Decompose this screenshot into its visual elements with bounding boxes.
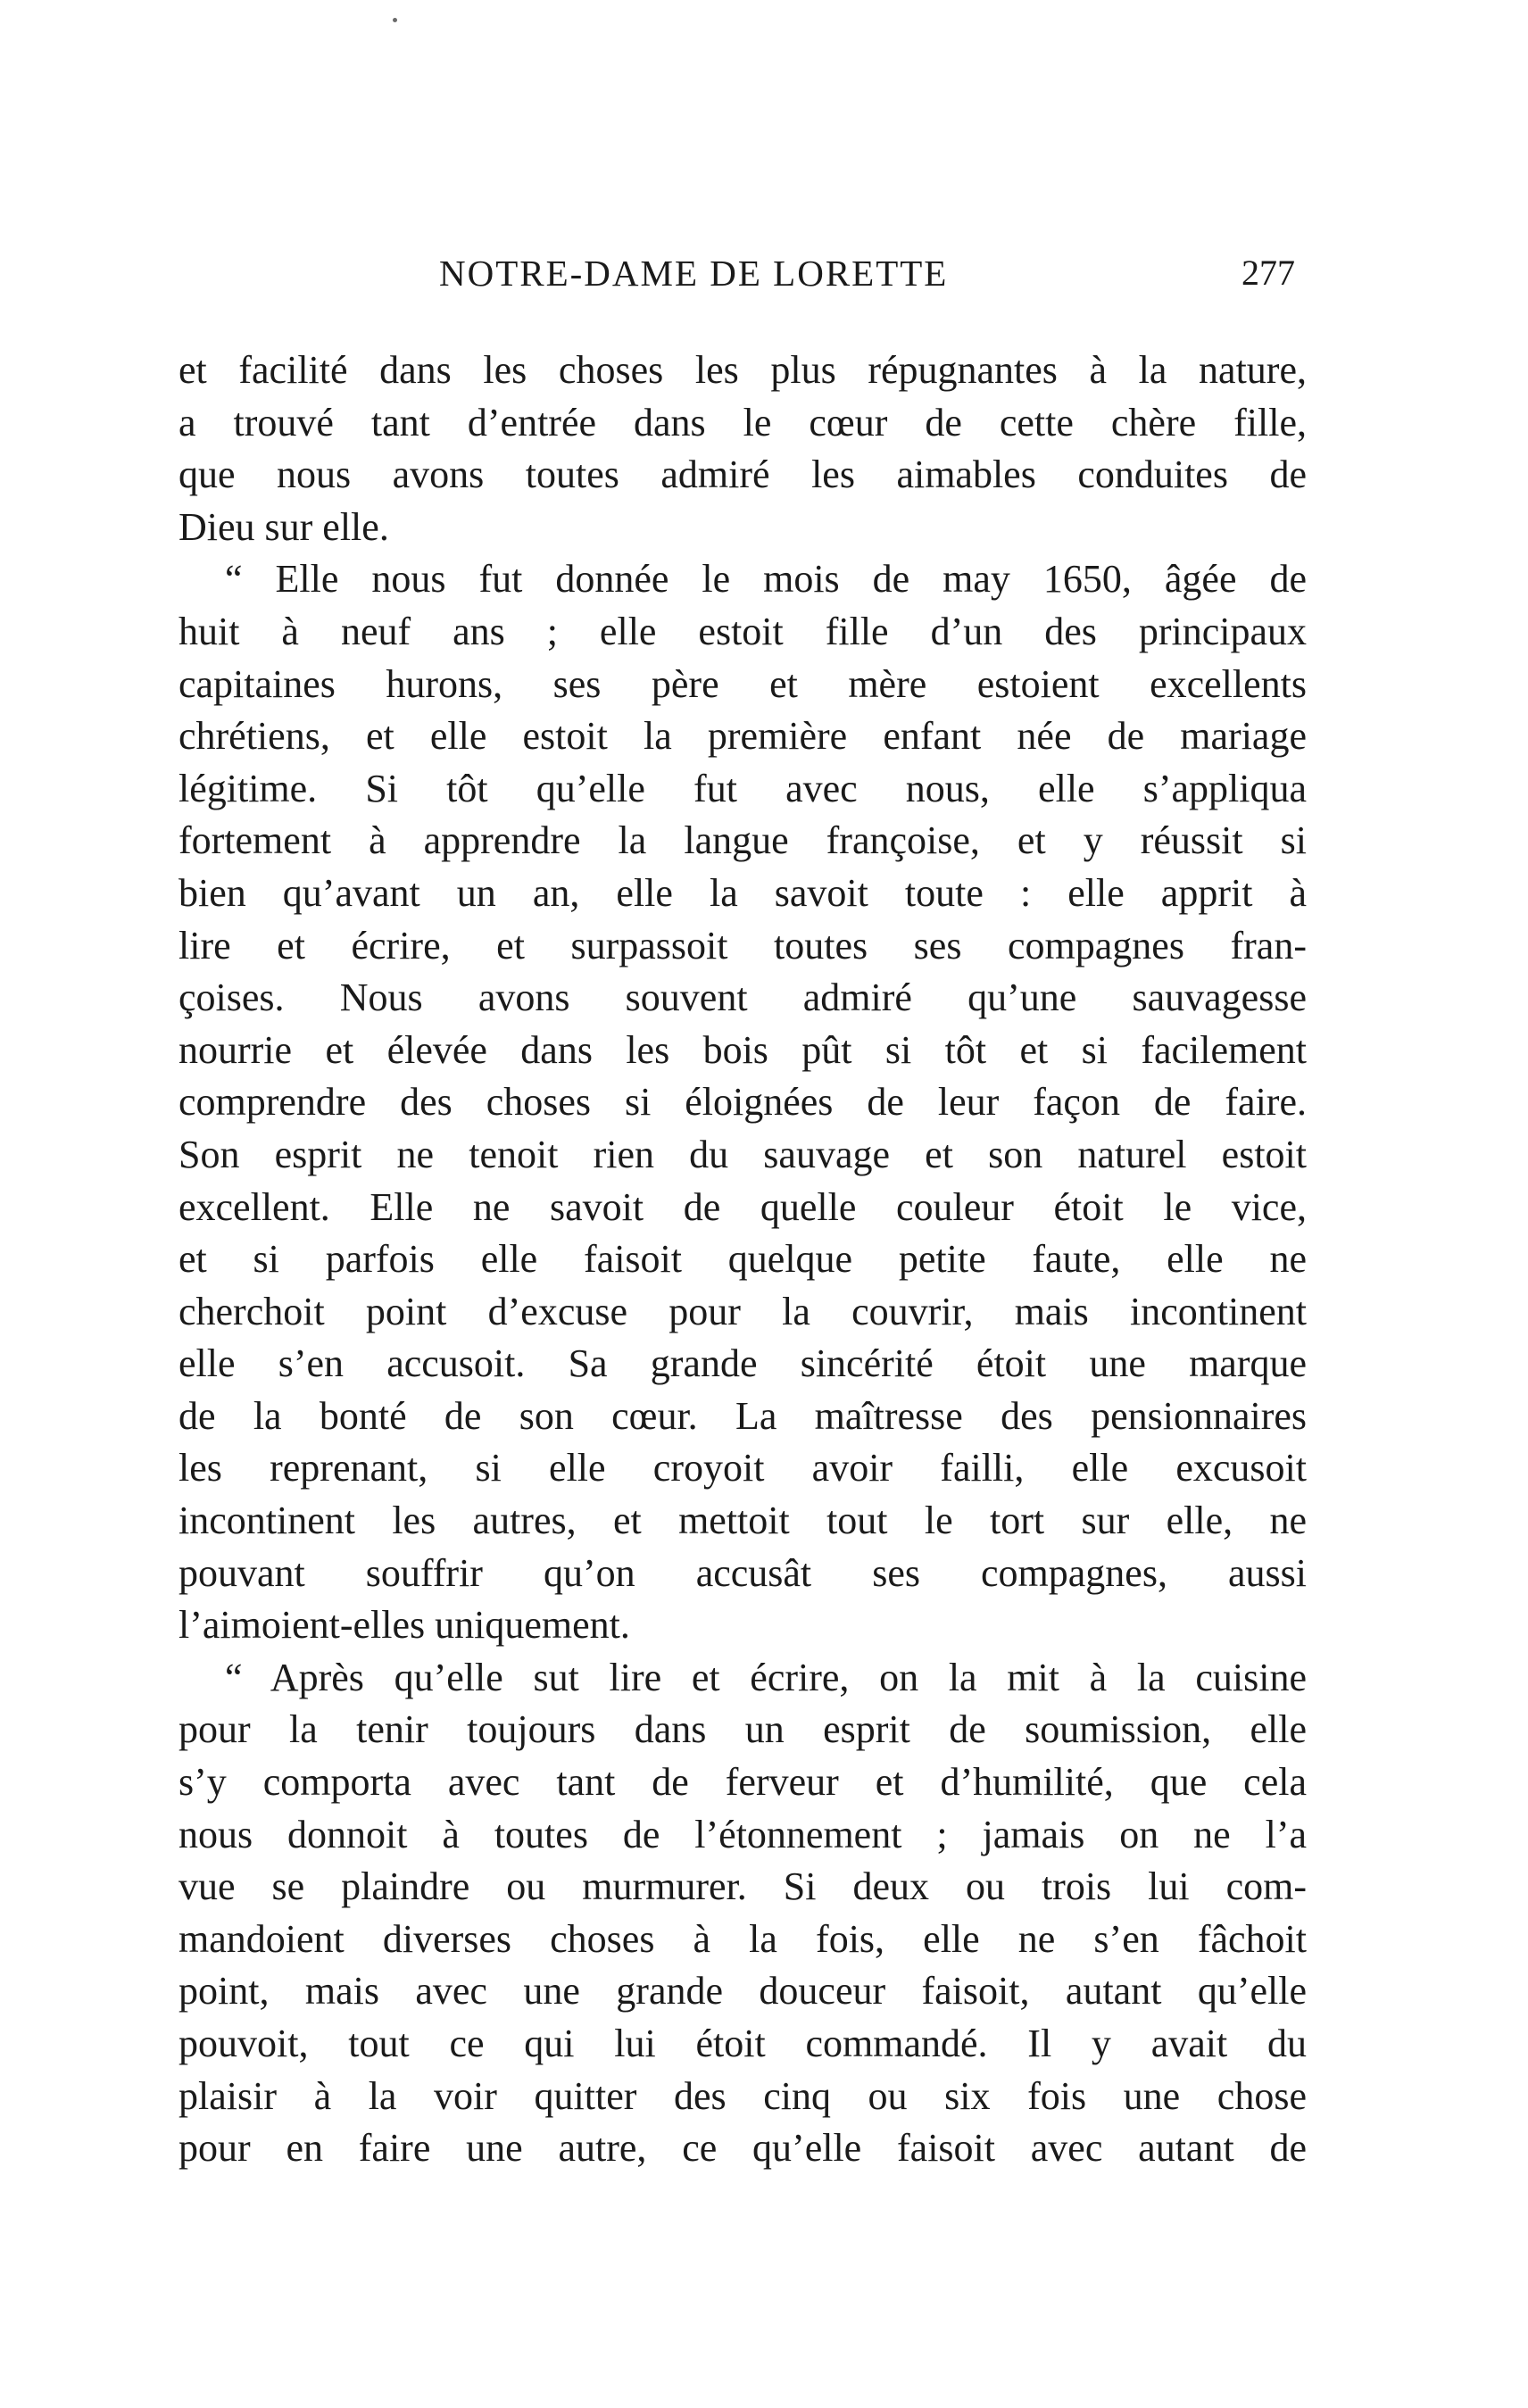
text-line: pour en faire une autre, ce qu’elle faisoit avec autant de bbox=[179, 2126, 1307, 2171]
text-line: légitime. Si tôt qu’elle fut avec nous, elle s’appliqua bbox=[179, 766, 1307, 810]
text-line: comprendre des choses si éloignées de leur façon de faire. bbox=[179, 1080, 1307, 1125]
text-line: “ Elle nous fut donnée le mois de may 1650, âgée de bbox=[225, 557, 1307, 602]
text-line: pouvoit, tout ce qui lui étoit commandé. Il y avait du bbox=[179, 2022, 1307, 2065]
text-line: bien qu’avant un an, elle la savoit toute : elle apprit à bbox=[179, 870, 1307, 915]
text-line: cherchoit point d’excuse pour la couvrir, mais incontinent bbox=[179, 1289, 1307, 1333]
text-line: çoises. Nous avons souvent admiré qu’une sauvagesse bbox=[179, 976, 1307, 1020]
print-speck bbox=[393, 18, 397, 22]
text-line: huit à neuf ans ; elle estoit fille d’un des principaux bbox=[179, 609, 1307, 653]
text-line: lire et écrire, et surpassoit toutes ses compagnes fran- bbox=[179, 923, 1307, 967]
text-line: nourrie et élevée dans les bois pût si tôt et si facilement bbox=[179, 1027, 1307, 1072]
text-line: elle s’en accusoit. Sa grande sincérité étoit une marque bbox=[179, 1341, 1307, 1386]
text-line: capitaines hurons, ses père et mère estoient excellents bbox=[179, 661, 1307, 706]
text-line: et facilité dans les choses les plus répugnantes à la nature, bbox=[179, 348, 1307, 392]
page-number: 277 bbox=[1242, 253, 1295, 293]
text-line: s’y comporta avec tant de ferveur et d’humilité, que cela bbox=[179, 1760, 1307, 1805]
text-line: nous donnoit à toutes de l’étonnement ; jamais on ne l’a bbox=[179, 1812, 1307, 1856]
body-text bbox=[179, 345, 1307, 2175]
text-line: de la bonté de son cœur. La maîtresse des pensionnaires bbox=[179, 1393, 1307, 1438]
text-line: que nous avons toutes admiré les aimables conduites de bbox=[179, 453, 1307, 497]
text-line: “ Après qu’elle sut lire et écrire, on la mit à la cuisine bbox=[225, 1655, 1307, 1699]
text-line: pour la tenir toujours dans un esprit de soumission, elle bbox=[179, 1707, 1307, 1752]
text-line: chrétiens, et elle estoit la première enfant née de mariage bbox=[179, 714, 1307, 759]
text-line: les reprenant, si elle croyoit avoir failli, elle excusoit bbox=[179, 1446, 1307, 1490]
text-line: point, mais avec une grande douceur faisoit, autant qu’elle bbox=[179, 1969, 1307, 2014]
text-line: excellent. Elle ne savoit de quelle couleur étoit le vice, bbox=[179, 1184, 1307, 1229]
text-line: mandoient diverses choses à la fois, elle ne s’en fâchoit bbox=[179, 1916, 1307, 1961]
text-line: et si parfois elle faisoit quelque petite faute, elle ne bbox=[179, 1237, 1307, 1282]
running-title: NOTRE-DAME DE LORETTE bbox=[439, 253, 949, 294]
text-line: l’aimoient-elles uniquement. bbox=[179, 1603, 630, 1648]
text-line: fortement à apprendre la langue françoise, et y réussit si bbox=[179, 818, 1307, 863]
text-line: plaisir à la voir quitter des cinq ou six fois une chose bbox=[179, 2073, 1307, 2118]
text-line: Son esprit ne tenoit rien du sauvage et son naturel estoit bbox=[179, 1132, 1307, 1176]
text-line: vue se plaindre ou murmurer. Si deux ou trois lui com- bbox=[179, 1864, 1307, 1909]
text-line: incontinent les autres, et mettoit tout le tort sur elle, ne bbox=[179, 1499, 1307, 1543]
text-line: Dieu sur elle. bbox=[179, 504, 389, 549]
text-line: pouvant souffrir qu’on accusât ses compagnes, aussi bbox=[179, 1550, 1307, 1595]
text-line: a trouvé tant d’entrée dans le cœur de cette chère fille, bbox=[179, 400, 1307, 444]
